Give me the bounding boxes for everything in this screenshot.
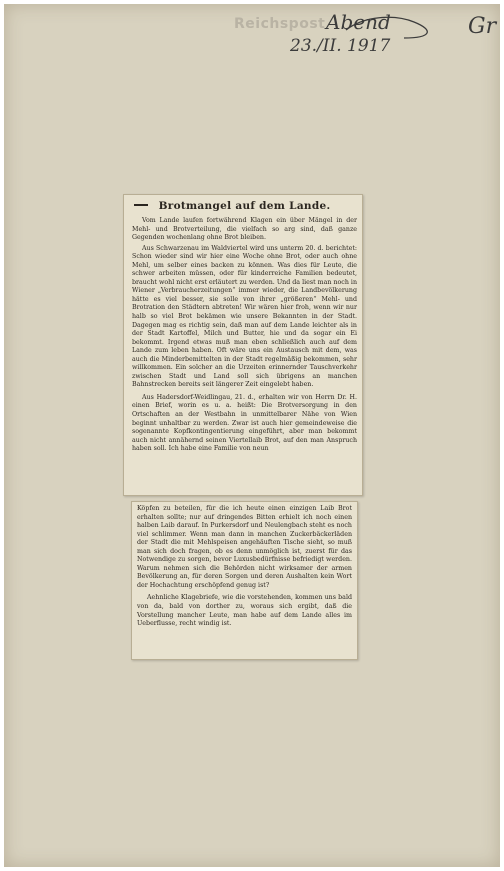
archive-sheet: [4, 4, 500, 867]
article-paragraph: Aus Schwarzenau im Waldviertel wird uns unterm 20. d. berichtet: Schon wieder sind wir hier eine Woche ohne Brot, oder auch ohne Mehl, um selber eines backen zu können. Was dies für Leute, die schwer arbeiten müssen, oder für kinderreiche Familien bedeutet, braucht wohl nicht erst erläutert zu werden. Und da liest man noch in Wiener „Verbraucherzeitungen“ immer wieder, die Landbevölkerung hätte es viel besser, sie solle von ihrer „größeren“ Mehl- und Brotration den Städtern abtreten! Wir wären hier froh, wenn wir nur halb so viel Brot bekämen wie unsere Bekannten in der Stadt. Dagegen mag es richtig sein, daß man auf dem Lande leichter als in der Stadt Kartoffel, Milch und Butter, hie und da sogar ein Ei bekommt. Irgend etwas muß man eben schließlich auch auf dem Lande zum leben haben. Oft wäre uns ein Austausch mit dem, was auch die Minderbemittelten in der Stadt regelmäßig bekommen, sehr willkommen. Ein solcher an die Urzeiten erinnernder Tauschverkehr zwischen Stadt und Land soll sich übrigens an manchen Bahnstrecken bereits seit längerer Zeit eingelebt haben.: [132, 244, 357, 389]
newspaper-clipping-1: [123, 194, 363, 496]
article-paragraph: Aehnliche Klagebriefe, wie die vorstehenden, kommen uns bald von da, bald von dorther zu, woraus sich ergibt, daß die Vorstellung mancher Leute, man habe auf dem Lande alles im Ueberflusse, recht windig ist.: [137, 594, 352, 628]
newspaper-stamp: Reichspost: [234, 16, 326, 32]
handwritten-corner-mark: Gr: [468, 14, 497, 39]
article-paragraph: Köpfen zu beteilen, für die ich heute einen einzigen Laib Brot erhalten sollte; nur auf dringendes Bitten erhielt ich noch einen halben Laib darauf. In Purkersdorf und Neulengbach steht es noch viel schlimmer. Wenn man dann in manchen Zuckerbäckerläden der Stadt die mit Mehlspeisen angehäuften Tische sieht, so muß man sich doch fragen, ob es denn unmöglich ist, zuerst für das Notwendige zu sorgen, bevor Luxusbedürfnisse befriedigt werden. Warum nehmen sich die Behörden nicht wirksamer der armen Bevölkerung an, für deren Sorgen und deren Aushalten kein Wort der Hochachtung erschöpfend genug ist?: [137, 505, 352, 589]
article-paragraph: Vom Lande laufen fortwährend Klagen ein über Mängel in der Mehl- und Brotverteilung, die vielfach so arg sind, daß ganze Gegenden wochenlang ohne Brot bleiben.: [132, 217, 357, 242]
handwritten-note: Abend: [326, 10, 391, 34]
headline-dash: [134, 204, 148, 206]
handwritten-date: 23./II. 1917: [290, 36, 391, 56]
newspaper-clipping-2: [131, 501, 358, 660]
article-headline: Brotmangel auf dem Lande.: [132, 199, 357, 213]
article-paragraph: Aus Hadersdorf-Weidlingau, 21. d., erhalten wir von Herrn Dr. H. einen Brief, worin es u. a. heißt: Die Brotversorgung in den Ortschaften an der Westbahn in unmittelbarer Nähe von Wien beginnt unhaltbar zu werden. Zwar ist auch hier gemeindeweise die sogenannte Kopfkontingentierung eingeführt, aber man bekommt auch nicht annähernd seinen Viertellaib Brot, auf den man Anspruch haben soll. Ich habe eine Familie von neun: [132, 393, 357, 453]
